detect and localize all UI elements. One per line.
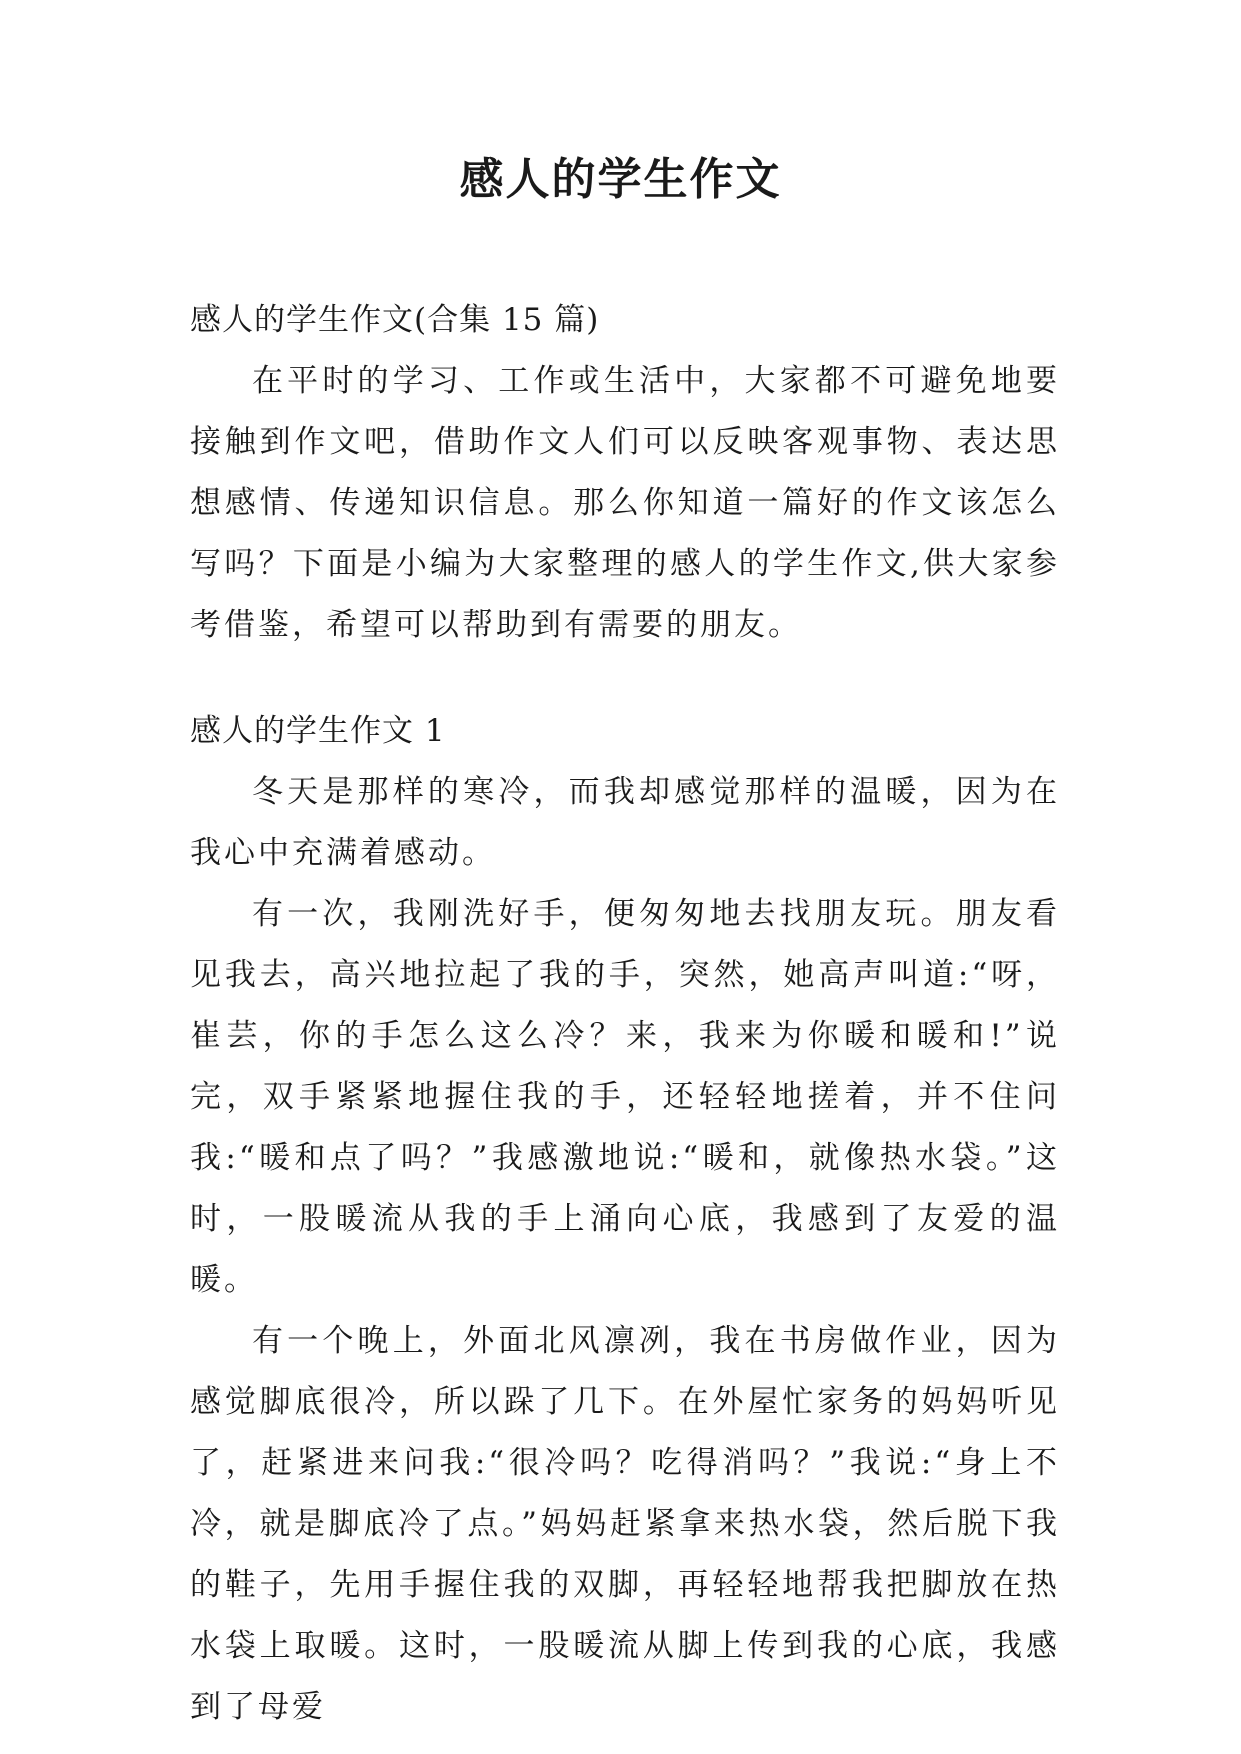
section-heading-1: 感人的学生作文 1	[190, 713, 446, 749]
intro-paragraph: 在平时的学习、工作或生活中，大家都不可避免地要接触到作文吧，借助作文人们可以反映客观事物、表达思想感情、传递知识信息。那么你知道一篇好的作文该怎么写吗？下面是小编为大家整理的感人的学生作文,供大家参考借鉴，希望可以帮助到有需要的朋友。	[190, 363, 1060, 643]
section-spacer	[190, 656, 1060, 701]
document-body	[190, 290, 1060, 1738]
collection-subtitle: 感人的学生作文(合集 15 篇)	[190, 302, 600, 338]
document-title: 感人的学生作文	[459, 154, 782, 205]
section1-paragraph-2: 有一次，我刚洗好手，便匆匆地去找朋友玩。朋友看见我去，高兴地拉起了我的手，突然，她高声叫道:“呀，崔芸，你的手怎么这么冷？来，我来为你暖和暖和!”说完，双手紧紧地握住我的手，还轻轻地搓着，并不住问我:“暖和点了吗？”我感激地说:“暖和，就像热水袋。”这时，一股暖流从我的手上涌向心底，我感到了友爱的温暖。	[190, 896, 1060, 1298]
section1-paragraph-3: 有一个晚上，外面北风凛冽，我在书房做作业，因为感觉脚底很冷，所以跺了几下。在外屋忙家务的妈妈听见了，赶紧进来问我:“很冷吗？吃得消吗？”我说:“身上不冷，就是脚底冷了点。”妈妈赶紧拿来热水袋，然后脱下我的鞋子，先用手握住我的双脚，再轻轻地帮我把脚放在热水袋上取暖。这时，一股暖流从脚上传到我的心底，我感到了母爱	[190, 1323, 1060, 1725]
section1-paragraph-1: 冬天是那样的寒冷，而我却感觉那样的温暖，因为在我心中充满着感动。	[190, 774, 1060, 871]
